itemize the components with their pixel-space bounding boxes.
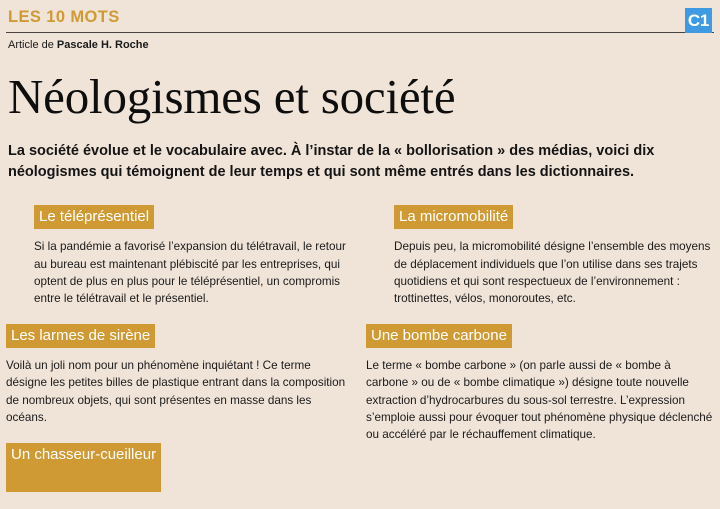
entry-body: Depuis peu, la micromobilité désigne l’ensemble des moyens de déplacement individuels que l’on utilise dans ses trajets quotidiens et qui sont respectueux de l’environnement : trottinettes, vélos, monoroutes, etc.: [394, 240, 711, 306]
entry-body: Si la pandémie a favorisé l’expansion du télétravail, le retour au bureau est maintenant plébiscité par les entreprises, qui optent de plus en plus pour le téléprésentiel, un compromis entre le télétravail et le présentiel.: [34, 240, 346, 306]
page-title: Néologismes et société: [8, 69, 456, 124]
column-right: [360, 205, 714, 509]
entry-teleprensentiel: [6, 205, 346, 307]
entry-heading: La micromobilité: [394, 205, 513, 229]
entry-body: Voilà un joli nom pour un phénomène inquiétant ! Ce terme désigne les petites billes de plastique entrant dans la composition de nombreux objets, qui sont présentes en masse dans les océans.: [6, 359, 346, 424]
header-divider: [6, 32, 714, 34]
entry-heading: Un chasseur-cueilleur: [6, 443, 161, 492]
article-intro: La société évolue et le vocabulaire avec. À l’instar de la « bollorisation » des médias, voici dix néologismes qui témoignent de leur temps et qui sont même entrés dans les dictionnaires.: [8, 143, 655, 181]
entry-body: Le terme « bombe carbone » (on parle aussi de « bombe à carbone » ou de « bombe climatique ») désigne toute nouvelle extraction d’hydrocarbures du sous-sol terrestre. L’expression s’emploie aussi pour évoquer tout phénomène physique déclenché ou accéléré par le réchauffement climatique.: [366, 359, 713, 442]
column-left: [6, 205, 360, 509]
byline-prefix: Article de: [8, 39, 54, 51]
entry-bombe-carbone: [366, 324, 714, 443]
section-kicker: LES 10 MOTS: [8, 8, 120, 26]
byline-author: Pascale H. Roche: [56, 39, 149, 51]
level-badge: C1: [685, 8, 712, 33]
entry-heading: Les larmes de sirène: [6, 324, 155, 348]
entry-heading: Une bombe carbone: [366, 324, 512, 348]
byline: [8, 40, 714, 51]
entries-columns: [6, 205, 714, 509]
entry-micromobilite: [366, 205, 714, 307]
masthead: [6, 0, 714, 51]
entry-heading: Le téléprésentiel: [34, 205, 154, 229]
entry-partial-below-fold: [6, 443, 346, 492]
entry-larmes-de-sirene: [6, 324, 346, 426]
